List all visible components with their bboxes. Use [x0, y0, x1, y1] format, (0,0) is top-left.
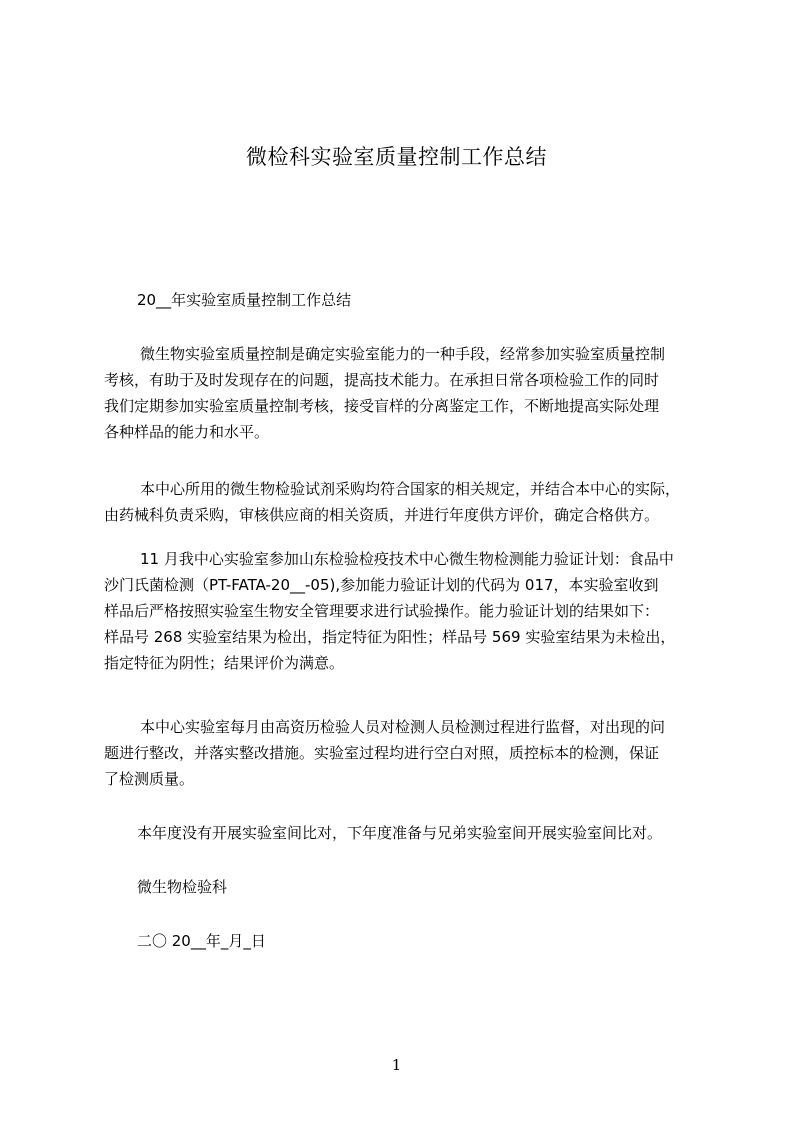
paragraph-line: 本中心实验室每月由高资历检验人员对检测人员检测过程进行监督，对出现的问: [140, 718, 666, 736]
paragraph-line: 本中心所用的微生物检验试剂采购均符合国家的相关规定，并结合本中心的实际，: [140, 480, 681, 498]
paragraph-line: 11 月我中心实验室参加山东检验检疫技术中心微生物检测能力验证计划：食品中: [140, 550, 674, 568]
paragraph-qc-intro: [104, 341, 704, 445]
paragraph-line: 各种样品的能力和水平。: [104, 423, 270, 441]
document-title: 微检科实验室质量控制工作总结: [246, 145, 547, 169]
paragraph-reagent-procurement: [104, 476, 704, 528]
paragraph-proficiency-test: [104, 546, 704, 676]
paragraph-line: 由药械科负责采购，审核供应商的相关资质，并进行年度供方评价，确定合格供方。: [104, 506, 660, 524]
paragraph-line: 题进行整改，并落实整改措施。实验室过程均进行空白对照，质控标本的检测，保证: [104, 744, 660, 762]
document-date: 二〇 20__年_月_日: [137, 932, 266, 950]
department-signature: 微生物检验科: [137, 878, 228, 896]
closing-statement: 本年度没有开展实验室间比对，下年度准备与兄弟实验室间开展实验室间比对。: [137, 824, 663, 842]
paragraph-line: 样品号 268 实验室结果为检出，指定特征为阳性；样品号 569 实验室结果为未检出，: [104, 628, 676, 646]
page-number: 1: [391, 1056, 402, 1074]
paragraph-line: 考核，有助于及时发现存在的问题，提高技术能力。在承担日常各项检验工作的同时: [104, 371, 660, 389]
paragraph-line: 我们定期参加实验室质量控制考核，接受盲样的分离鉴定工作，不断地提高实际处理: [104, 397, 660, 415]
paragraph-line: 沙门氏菌检测（PT-FATA-20__-05),参加能力验证计划的代码为 017，本实验室收到: [104, 576, 659, 594]
paragraph-line: 微生物实验室质量控制是确定实验室能力的一种手段，经常参加实验室质量控制: [140, 345, 666, 363]
paragraph-line: 样品后严格按照实验室生物安全管理要求进行试验操作。能力验证计划的结果如下：: [104, 602, 660, 620]
document-subtitle: 20__年实验室质量控制工作总结: [137, 291, 352, 309]
paragraph-supervision: [104, 714, 704, 792]
paragraph-line: 指定特征为阴性；结果评价为满意。: [104, 654, 345, 672]
paragraph-line: 了检测质量。: [104, 770, 195, 788]
